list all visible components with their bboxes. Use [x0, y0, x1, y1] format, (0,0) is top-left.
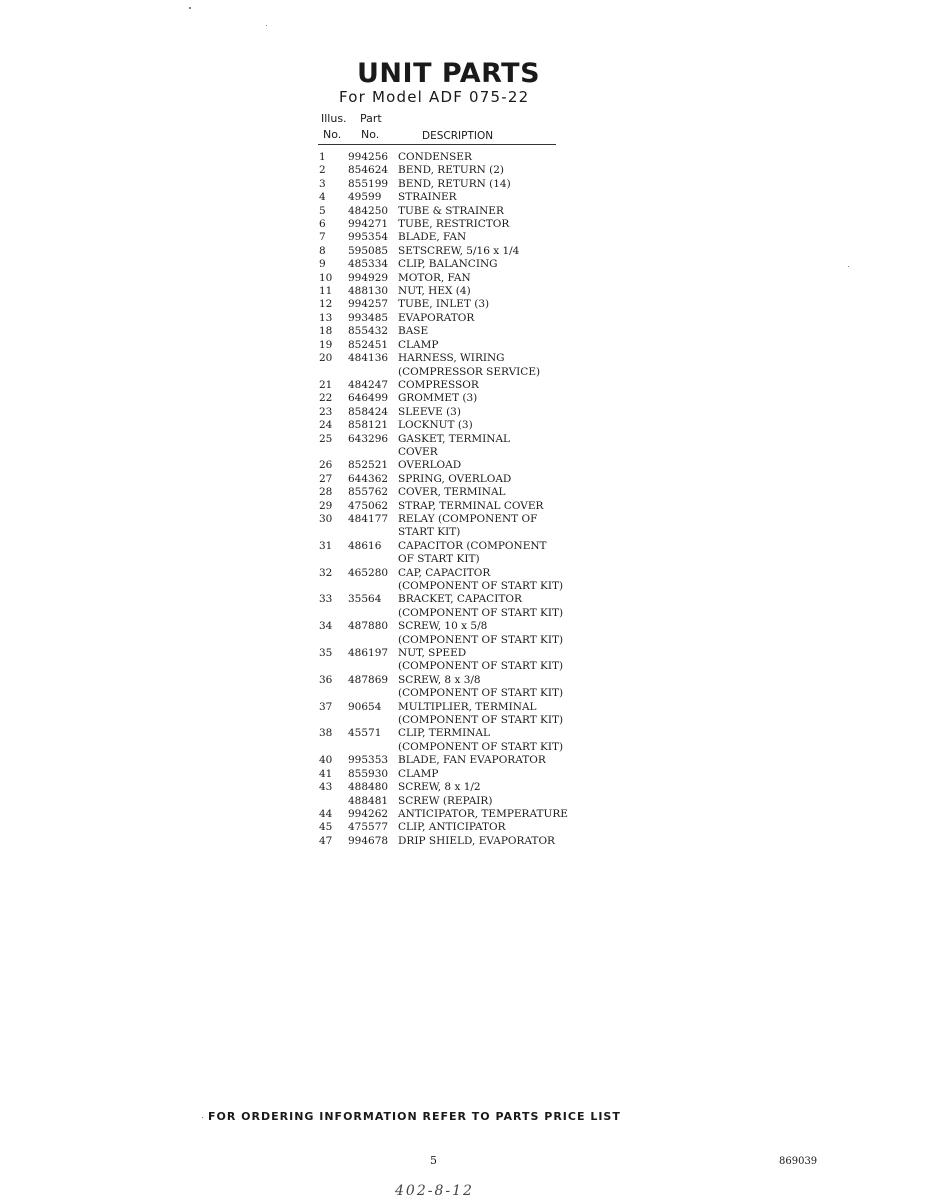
part-number [348, 526, 398, 539]
description-column-label: DESCRIPTION [422, 130, 494, 142]
illus-number: 21 [319, 378, 333, 391]
illus-number: 23 [319, 405, 333, 418]
illus-number: 2 [319, 164, 326, 177]
part-description: STRAP, TERMINAL COVER [398, 499, 544, 512]
parts-row [319, 272, 579, 285]
part-number: 994262 [348, 807, 389, 820]
part-number [348, 553, 398, 566]
illus-number [319, 634, 348, 647]
part-number: 595085 [348, 244, 389, 257]
illus-number: 5 [319, 204, 326, 217]
part-number [348, 607, 398, 620]
part-number [348, 687, 398, 700]
illus-number: 22 [319, 392, 333, 405]
part-description: LOCKNUT (3) [398, 419, 473, 432]
part-description: HARNESS, WIRING [398, 352, 505, 365]
parts-row [319, 433, 579, 446]
part-description: (COMPONENT OF START KIT) [398, 606, 564, 619]
part-description: START KIT) [398, 526, 461, 539]
parts-row [319, 821, 579, 834]
part-description: (COMPONENT OF START KIT) [398, 687, 564, 700]
illus-number: 26 [319, 459, 333, 472]
part-number: 995354 [348, 231, 389, 244]
part-description: (COMPONENT OF START KIT) [398, 633, 564, 646]
part-number: 855762 [348, 486, 389, 499]
part-number: 465280 [348, 566, 389, 579]
parts-row [319, 218, 579, 231]
parts-row [319, 593, 579, 606]
part-description: CLAMP [398, 338, 439, 351]
page-title: UNIT PARTS [357, 58, 541, 89]
part-description: TUBE, INLET (3) [398, 298, 490, 311]
illus-number: 33 [319, 593, 333, 606]
illus-number: 7 [319, 231, 326, 244]
part-description: STRAINER [398, 191, 457, 204]
parts-row [319, 178, 579, 191]
part-description: NUT, HEX (4) [398, 285, 471, 298]
part-number: 487880 [348, 620, 389, 633]
parts-row [319, 768, 579, 781]
parts-row [319, 258, 579, 271]
part-description: BRACKET, CAPACITOR [398, 593, 522, 606]
parts-row [319, 714, 579, 727]
part-number [348, 366, 398, 379]
part-description: COVER, TERMINAL [398, 486, 506, 499]
part-description: TUBE, RESTRICTOR [398, 218, 510, 231]
page-number: 5 [430, 1154, 437, 1167]
illus-number [319, 553, 348, 566]
illus-number: 45 [319, 821, 333, 834]
illus-number: 40 [319, 754, 333, 767]
part-column-label: Part [360, 112, 382, 125]
illus-number: 18 [319, 325, 333, 338]
parts-row [319, 231, 579, 244]
part-number: 994271 [348, 218, 389, 231]
illus-number [319, 580, 348, 593]
model-subtitle: For Model ADF 075-22 [339, 88, 530, 106]
illus-number: 9 [319, 258, 326, 271]
illus-number: 41 [319, 767, 333, 780]
part-number: 644362 [348, 472, 389, 485]
part-description: BEND, RETURN (14) [398, 177, 511, 190]
part-number: 994256 [348, 151, 389, 163]
illus-number: 11 [319, 285, 333, 298]
part-number: 488480 [348, 781, 389, 794]
parts-row [319, 513, 579, 526]
illus-no-label: No. [323, 128, 342, 141]
illus-number [319, 687, 348, 700]
part-number [348, 634, 398, 647]
parts-row [319, 312, 579, 325]
parts-row [319, 660, 579, 673]
handwritten-note: 402-8-12 [395, 1183, 474, 1199]
illus-number [319, 366, 348, 379]
part-number: 48616 [348, 539, 382, 552]
part-number: 852451 [348, 338, 389, 351]
part-number: 488130 [348, 285, 389, 298]
illus-number: 20 [319, 352, 333, 365]
parts-row [319, 795, 579, 808]
parts-list [319, 151, 579, 848]
part-description: BASE [398, 325, 429, 338]
illus-number: 35 [319, 647, 333, 660]
part-number: 45571 [348, 727, 382, 740]
part-description: (COMPONENT OF START KIT) [398, 740, 564, 753]
illus-number: 25 [319, 432, 333, 445]
part-number: 994678 [348, 834, 389, 847]
illus-number: 28 [319, 486, 333, 499]
part-number: 90654 [348, 700, 382, 713]
part-number: 488481 [348, 794, 389, 807]
parts-row [319, 647, 579, 660]
parts-row [319, 540, 579, 553]
parts-row [319, 352, 579, 365]
part-description: SCREW (REPAIR) [398, 794, 493, 807]
part-number: 484177 [348, 512, 389, 525]
part-description: RELAY (COMPONENT OF [398, 512, 538, 525]
part-number [348, 580, 398, 593]
parts-row [319, 486, 579, 499]
scan-speck [189, 7, 191, 9]
illus-number: 1 [319, 151, 326, 163]
parts-row [319, 701, 579, 714]
part-number: 475577 [348, 821, 389, 834]
illus-number [319, 607, 348, 620]
parts-row [319, 634, 579, 647]
part-number: 852521 [348, 459, 389, 472]
parts-row [319, 607, 579, 620]
illus-number: 24 [319, 419, 333, 432]
parts-row [319, 379, 579, 392]
part-number: 646499 [348, 392, 389, 405]
part-number: 855432 [348, 325, 389, 338]
part-description: SCREW, 8 x 3/8 [398, 673, 481, 686]
part-number: 994257 [348, 298, 389, 311]
parts-row [319, 245, 579, 258]
scan-speck [848, 266, 849, 267]
part-description: MOTOR, FAN [398, 271, 471, 284]
parts-row [319, 446, 579, 459]
illus-number: 19 [319, 338, 333, 351]
parts-row [319, 366, 579, 379]
parts-row [319, 674, 579, 687]
illus-number: 10 [319, 271, 333, 284]
illus-number: 44 [319, 807, 333, 820]
part-description: CAPACITOR (COMPONENT [398, 539, 547, 552]
part-number: 487869 [348, 673, 389, 686]
part-description: SETSCREW, 5/16 x 1/4 [398, 244, 520, 257]
part-description: TUBE & STRAINER [398, 204, 504, 217]
parts-row [319, 298, 579, 311]
parts-row [319, 339, 579, 352]
illus-number [319, 795, 348, 808]
part-number [348, 714, 398, 727]
part-number: 854624 [348, 164, 389, 177]
part-number: 855199 [348, 177, 389, 190]
scan-speck [266, 25, 267, 26]
scan-speck [202, 1117, 203, 1118]
parts-row [319, 459, 579, 472]
parts-row [319, 526, 579, 539]
parts-row [319, 754, 579, 767]
part-description: EVAPORATOR [398, 311, 475, 324]
part-description: COVER [398, 445, 438, 458]
part-description: (COMPRESSOR SERVICE) [398, 365, 541, 378]
parts-row [319, 419, 579, 432]
parts-row [319, 620, 579, 633]
parts-row [319, 164, 579, 177]
parts-row [319, 687, 579, 700]
part-description: DRIP SHIELD, EVAPORATOR [398, 834, 555, 847]
parts-row [319, 567, 579, 580]
parts-row [319, 325, 579, 338]
parts-row [319, 808, 579, 821]
part-description: SCREW, 10 x 5/8 [398, 620, 488, 633]
illus-number [319, 660, 348, 673]
illus-number: 34 [319, 620, 333, 633]
illus-column-label: Illus. [321, 112, 347, 125]
illus-number: 38 [319, 727, 333, 740]
part-number: 49599 [348, 191, 382, 204]
part-number: 993485 [348, 311, 389, 324]
part-number: 858424 [348, 405, 389, 418]
illus-number: 43 [319, 781, 333, 794]
illus-number: 30 [319, 512, 333, 525]
part-description: OVERLOAD [398, 459, 462, 472]
illus-number: 12 [319, 298, 333, 311]
part-number [348, 660, 398, 673]
parts-row [319, 151, 579, 164]
part-description: OF START KIT) [398, 553, 480, 566]
part-description: CLIP, BALANCING [398, 258, 498, 271]
ordering-note: FOR ORDERING INFORMATION REFER TO PARTS PRICE LIST [208, 1110, 621, 1123]
part-description: CLIP, TERMINAL [398, 727, 490, 740]
part-description: (COMPONENT OF START KIT) [398, 660, 564, 673]
illus-number: 6 [319, 218, 326, 231]
illus-number [319, 741, 348, 754]
part-number: 858121 [348, 419, 389, 432]
parts-row [319, 473, 579, 486]
part-no-label: No. [361, 128, 380, 141]
part-description: BEND, RETURN (2) [398, 164, 505, 177]
part-number: 855930 [348, 767, 389, 780]
part-description: SPRING, OVERLOAD [398, 472, 512, 485]
illus-number [319, 446, 348, 459]
part-number: 484247 [348, 378, 389, 391]
part-description: GASKET, TERMINAL [398, 432, 511, 445]
part-description: MULTIPLIER, TERMINAL [398, 700, 537, 713]
part-description: BLADE, FAN EVAPORATOR [398, 754, 546, 767]
part-description: BLADE, FAN [398, 231, 467, 244]
part-number: 994929 [348, 271, 389, 284]
parts-row [319, 500, 579, 513]
part-number [348, 741, 398, 754]
illus-number: 4 [319, 191, 326, 204]
document-number: 869039 [779, 1156, 818, 1167]
parts-row [319, 406, 579, 419]
part-number: 484136 [348, 352, 389, 365]
part-description: SLEEVE (3) [398, 405, 461, 418]
illus-number [319, 714, 348, 727]
part-number [348, 446, 398, 459]
part-description: CLAMP [398, 767, 439, 780]
illus-number: 37 [319, 700, 333, 713]
part-number: 643296 [348, 432, 389, 445]
part-description: CLIP, ANTICIPATOR [398, 821, 506, 834]
parts-row [319, 580, 579, 593]
illus-number: 47 [319, 834, 333, 847]
part-description: NUT, SPEED [398, 647, 467, 660]
parts-row [319, 553, 579, 566]
illus-number: 27 [319, 472, 333, 485]
parts-row [319, 285, 579, 298]
part-description: CAP, CAPACITOR [398, 566, 491, 579]
illus-number: 3 [319, 177, 326, 190]
part-description: GROMMET (3) [398, 392, 478, 405]
part-description: SCREW, 8 x 1/2 [398, 781, 481, 794]
parts-row [319, 741, 579, 754]
part-number: 475062 [348, 499, 389, 512]
parts-row [319, 835, 579, 848]
parts-row [319, 392, 579, 405]
part-description: ANTICIPATOR, TEMPERATURE [398, 807, 568, 820]
illus-number [319, 526, 348, 539]
parts-row [319, 191, 579, 204]
part-number: 484250 [348, 204, 389, 217]
part-number: 485334 [348, 258, 389, 271]
part-description: (COMPONENT OF START KIT) [398, 714, 564, 727]
part-number: 995353 [348, 754, 389, 767]
part-description: (COMPONENT OF START KIT) [398, 580, 564, 592]
header-divider [318, 144, 556, 145]
part-number: 35564 [348, 593, 382, 606]
illus-number: 31 [319, 539, 333, 552]
parts-row [319, 781, 579, 794]
illus-number: 13 [319, 311, 333, 324]
part-description: COMPRESSOR [398, 378, 479, 391]
parts-row [319, 205, 579, 218]
parts-row [319, 727, 579, 740]
illus-number: 29 [319, 499, 333, 512]
part-description: CONDENSER [398, 151, 472, 163]
illus-number: 8 [319, 244, 326, 257]
illus-number: 32 [319, 566, 333, 579]
part-number: 486197 [348, 647, 389, 660]
illus-number: 36 [319, 673, 333, 686]
